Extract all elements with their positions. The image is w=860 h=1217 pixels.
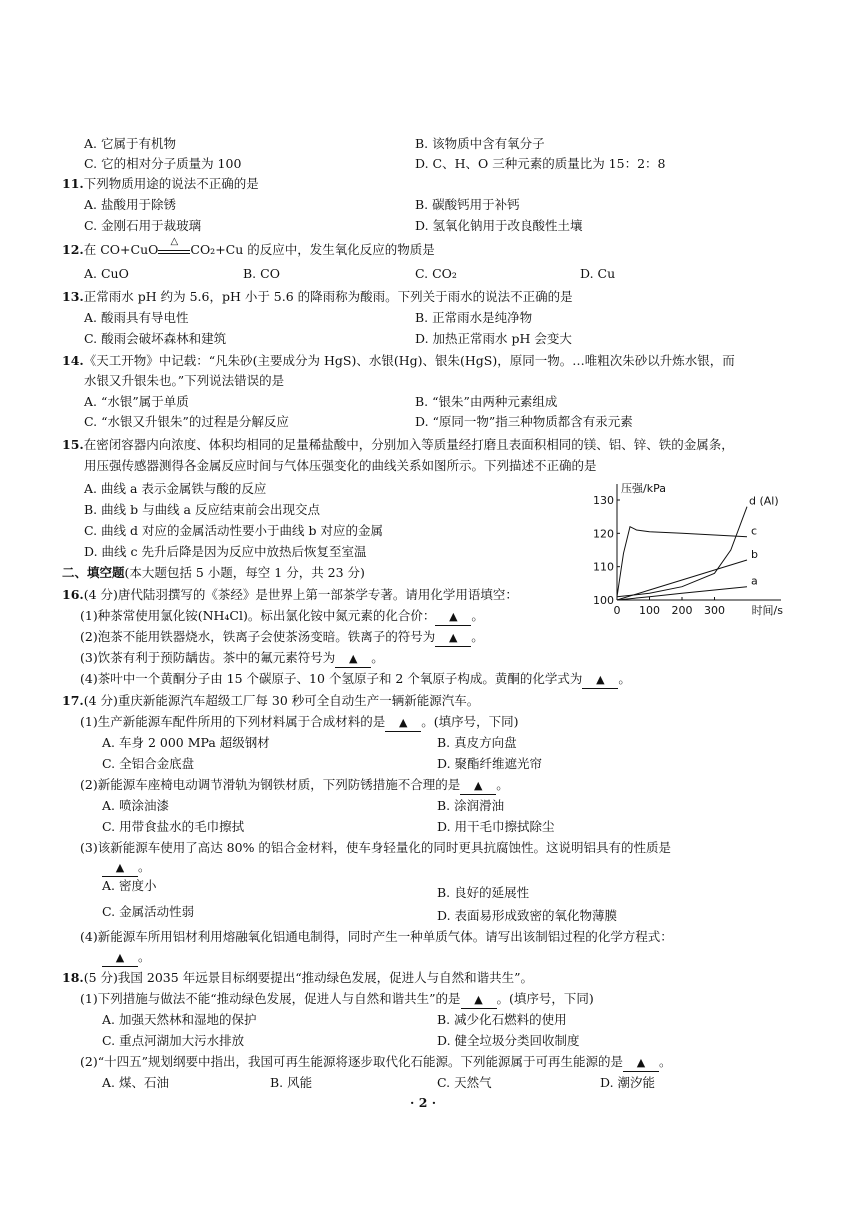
q17-stem: [62, 693, 479, 709]
q16-sub3: [80, 650, 384, 668]
q18-sub1-option-d: D. 健全垃圾分类回收制度: [437, 1033, 580, 1048]
q16-sub4: [80, 671, 631, 689]
q17-sub3-end: 。: [138, 859, 151, 874]
q17-number: 17.: [62, 693, 84, 708]
x-tick-label: 200: [671, 604, 693, 617]
q17-sub3-option-a: A. 密度小: [102, 878, 157, 893]
q15-option-d: D. 曲线 c 先升后降是因为反应中放热后恢复至室温: [84, 544, 367, 559]
q11-number: 11.: [62, 176, 84, 191]
q17-sub1-tail: 。(填序号，下同): [421, 714, 519, 729]
q17-sub1-text: (1)生产新能源车配件所用的下列材料属于合成材料的是: [80, 714, 386, 729]
q13-option-b: B. 正常雨水是纯净物: [415, 310, 533, 325]
q14-option-d: D. “原同一物”指三种物质都含有汞元素: [415, 414, 633, 429]
answer-blank[interactable]: ▲: [335, 651, 371, 668]
q18-sub2: [80, 1054, 672, 1072]
q18-sub2-option-d: D. 潮汐能: [600, 1075, 656, 1090]
section2-header: [62, 565, 365, 581]
q17-sub2-text: (2)新能源车座椅电动调节滑轨为钢铁材质，下列防锈措施不合理的是: [80, 777, 461, 792]
q13-number: 13.: [62, 289, 84, 304]
q17-sub4-end: 。: [138, 949, 151, 964]
q10-option-b: B. 该物质中含有氧分子: [415, 136, 545, 151]
q13-option-d: D. 加热正常雨水 pH 会变大: [415, 331, 572, 346]
x-tick-label: 300: [704, 604, 725, 617]
q17-sub3-blank-line: [102, 859, 151, 877]
answer-blank[interactable]: ▲: [435, 609, 471, 626]
q14-stem-line1: [62, 353, 735, 369]
q13-option-c: C. 酸雨会破坏森林和建筑: [84, 331, 227, 346]
x-tick-label: 100: [639, 604, 660, 617]
q10-option-c: C. 它的相对分子质量为 100: [84, 156, 242, 171]
answer-blank[interactable]: ▲: [461, 992, 497, 1009]
q18-sub1-option-a: A. 加强天然林和湿地的保护: [102, 1012, 257, 1027]
series-line-b: [617, 560, 747, 600]
q16-text: (4 分)唐代陆羽撰写的《茶经》是世界上第一部茶学专著。请用化学用语填空：: [83, 587, 518, 602]
q18-sub1-option-c: C. 重点河湖加大污水排放: [102, 1033, 245, 1048]
q16-sub4-end: 。: [618, 671, 631, 686]
pressure-time-chart: [585, 478, 785, 628]
q16-number: 16.: [62, 587, 84, 602]
reaction-arrow: [158, 236, 190, 254]
q17-text: (4 分)重庆新能源汽车超级工厂每 30 秒可全自动生产一辆新能源汽车。: [83, 693, 480, 708]
answer-blank[interactable]: ▲: [435, 630, 471, 647]
q17-sub3-option-d: D. 表面易形成致密的氧化物薄膜: [437, 908, 618, 923]
q16-sub3-text: (3)饮茶有利于预防龋齿。茶中的氟元素符号为: [80, 650, 336, 665]
q18-sub1-tail: 。(填序号，下同): [496, 991, 594, 1006]
q18-sub2-option-c: C. 天然气: [437, 1075, 492, 1090]
q17-sub2: [80, 777, 509, 795]
q18-sub2-text: (2)“十四五”规划纲要中指出，我国可再生能源将逐步取代化石能源。下列能源属于可再生能源的是: [80, 1054, 623, 1069]
y-tick-label: 110: [593, 560, 614, 574]
q18-text: (5 分)我国 2035 年远景目标纲要提出“推动绿色发展，促进人与自然和谐共生”。: [83, 970, 533, 985]
q16-sub2-end: 。: [471, 629, 484, 644]
q13-text: 正常雨水 pH 约为 5.6，pH 小于 5.6 的降雨称为酸雨。下列关于雨水的说法不正确的是: [83, 289, 573, 304]
q15-option-c: C. 曲线 d 对应的金属活动性要小于曲线 b 对应的金属: [84, 523, 383, 538]
q14-stem-line2: 水银又升银朱也。”下列说法错误的是: [84, 373, 285, 388]
q12-option-b: B. CO: [243, 266, 280, 281]
page-number: · 2 ·: [410, 1095, 437, 1110]
q17-sub3: (3)该新能源车使用了高达 80% 的铝合金材料，使车身轻量化的同时更具抗腐蚀性。这说明铝具有的性质是: [80, 840, 671, 855]
q13-option-a: A. 酸雨具有导电性: [84, 310, 189, 325]
y-tick-label: 120: [593, 527, 614, 541]
answer-blank[interactable]: ▲: [385, 715, 421, 732]
q17-sub3-option-c: C. 金属活动性弱: [102, 904, 195, 919]
q16-sub2: [80, 629, 484, 647]
q17-sub2-option-d: D. 用干毛巾擦拭除尘: [437, 819, 555, 834]
q12-option-c: C. CO₂: [415, 266, 457, 281]
q12-number: 12.: [62, 242, 84, 257]
q11-text: 下列物质用途的说法不正确的是: [83, 176, 259, 191]
q11-option-a: A. 盐酸用于除锈: [84, 197, 176, 212]
q17-sub2-option-b: B. 涂润滑油: [437, 798, 505, 813]
q17-sub1-option-b: B. 真皮方向盘: [437, 735, 517, 750]
q15-stem-line2: 用压强传感器测得各金属反应时间与气体压强变化的曲线关系如图所示。下列描述不正确的是: [84, 458, 597, 473]
q10-option-a: A. 它属于有机物: [84, 136, 176, 151]
q15-option-a: A. 曲线 a 表示金属铁与酸的反应: [84, 481, 267, 496]
answer-blank[interactable]: ▲: [460, 778, 496, 795]
q17-sub3-option-b: B. 良好的延展性: [437, 885, 530, 900]
q12-option-a: A. CuO: [84, 266, 129, 281]
q17-sub4-blank-line: [102, 949, 151, 967]
q18-stem: [62, 970, 533, 986]
q17-sub2-option-c: C. 用带食盐水的毛巾擦拭: [102, 819, 245, 834]
q17-sub1-option-a: A. 车身 2 000 MPa 超级钢材: [102, 735, 270, 750]
q18-number: 18.: [62, 970, 84, 985]
q11-stem: [62, 176, 259, 192]
q14-option-a: A. “水银”属于单质: [84, 394, 189, 409]
q17-sub2-option-a: A. 喷涂油漆: [102, 798, 169, 813]
answer-blank[interactable]: ▲: [102, 950, 138, 967]
q13-stem: [62, 289, 573, 305]
q16-sub1-text: (1)种茶常使用氯化铵(NH₄Cl)。标出氯化铵中氮元素的化合价：: [80, 608, 436, 623]
q14-option-b: B. “银朱”由两种元素组成: [415, 394, 558, 409]
answer-blank[interactable]: ▲: [102, 860, 138, 877]
q15-stem-line1: [62, 437, 734, 453]
q12-stem: [62, 236, 435, 258]
y-axis-label: 压强/kPa: [621, 482, 666, 495]
q11-option-c: C. 金刚石用于裁玻璃: [84, 218, 202, 233]
y-tick-label: 130: [593, 494, 614, 507]
q18-sub2-end: 。: [659, 1054, 672, 1069]
q16-sub2-text: (2)泡茶不能用铁器烧水，铁离子会使茶汤变暗。铁离子的符号为: [80, 629, 436, 644]
q18-sub2-option-b: B. 风能: [270, 1075, 313, 1090]
answer-blank[interactable]: ▲: [623, 1055, 659, 1072]
q15-text-1: 在密闭容器内向浓度、体积均相同的足量稀盐酸中，分别加入等质量经打磨且表面积相同的镁、铝、锌、铁的金属条，: [83, 437, 734, 452]
q16-sub1: [80, 608, 484, 626]
series-label-d: d (Al): [749, 494, 779, 508]
q16-sub3-end: 。: [371, 650, 384, 665]
series-label-a: a: [751, 574, 758, 588]
q11-option-d: D. 氢氧化钠用于改良酸性土壤: [415, 218, 583, 233]
q18-sub1-text: (1)下列措施与做法不能“推动绿色发展，促进人与自然和谐共生”的是: [80, 991, 461, 1006]
q16-stem: [62, 587, 518, 603]
x-axis-label: 时间/s: [751, 604, 783, 617]
q10-option-d: D. C、H、O 三种元素的质量比为 15：2：8: [415, 156, 666, 171]
q12-text-post: CO₂+Cu 的反应中，发生氧化反应的物质是: [190, 242, 435, 257]
q12-text-pre: 在 CO+CuO: [83, 242, 159, 257]
q17-sub1-option-d: D. 聚酯纤维遮光帘: [437, 756, 543, 771]
series-label-c: c: [751, 524, 758, 538]
q12-option-d: D. Cu: [580, 266, 616, 281]
q17-sub2-end: 。: [496, 777, 509, 792]
q11-option-b: B. 碳酸钙用于补钙: [415, 197, 520, 212]
q16-sub4-text: (4)茶叶中一个黄酮分子由 15 个碳原子、10 个氢原子和 2 个氧原子构成。黄酮的化学式为: [80, 671, 583, 686]
q14-option-c: C. “水银又升银朱”的过程是分解反应: [84, 414, 289, 429]
y-tick-label: 100: [593, 594, 614, 607]
q18-sub2-option-a: A. 煤、石油: [102, 1075, 169, 1090]
heating-condition: △: [170, 236, 179, 247]
q15-number: 15.: [62, 437, 84, 452]
q14-number: 14.: [62, 353, 84, 368]
section2-desc: (本大题包括 5 小题，每空 1 分，共 23 分): [124, 565, 365, 580]
x-tick-label: 0: [613, 604, 621, 617]
q15-option-b: B. 曲线 b 与曲线 a 反应结束前会出现交点: [84, 502, 320, 517]
q18-sub1-option-b: B. 减少化石燃料的使用: [437, 1012, 567, 1027]
q16-sub1-end: 。: [471, 608, 484, 623]
series-line-d: [617, 507, 747, 597]
q18-sub1: [80, 991, 594, 1009]
section2-title: 二、填空题: [62, 565, 125, 580]
series-label-b: b: [751, 548, 758, 561]
q14-text-1: 《天工开物》中记载：“凡朱砂(主要成分为 HgS)、水银(Hg)、银朱(HgS)，原同一物。…唯粗次朱砂以升炼水银，而: [83, 353, 735, 368]
q17-sub1: [80, 714, 518, 732]
answer-blank[interactable]: ▲: [582, 672, 618, 689]
q17-sub4: (4)新能源车所用铝材利用熔融氧化铝通电制得，同时产生一种单质气体。请写出该制铝过程的化学方程式：: [80, 929, 673, 944]
q17-sub1-option-c: C. 全铝合金底盘: [102, 756, 195, 771]
